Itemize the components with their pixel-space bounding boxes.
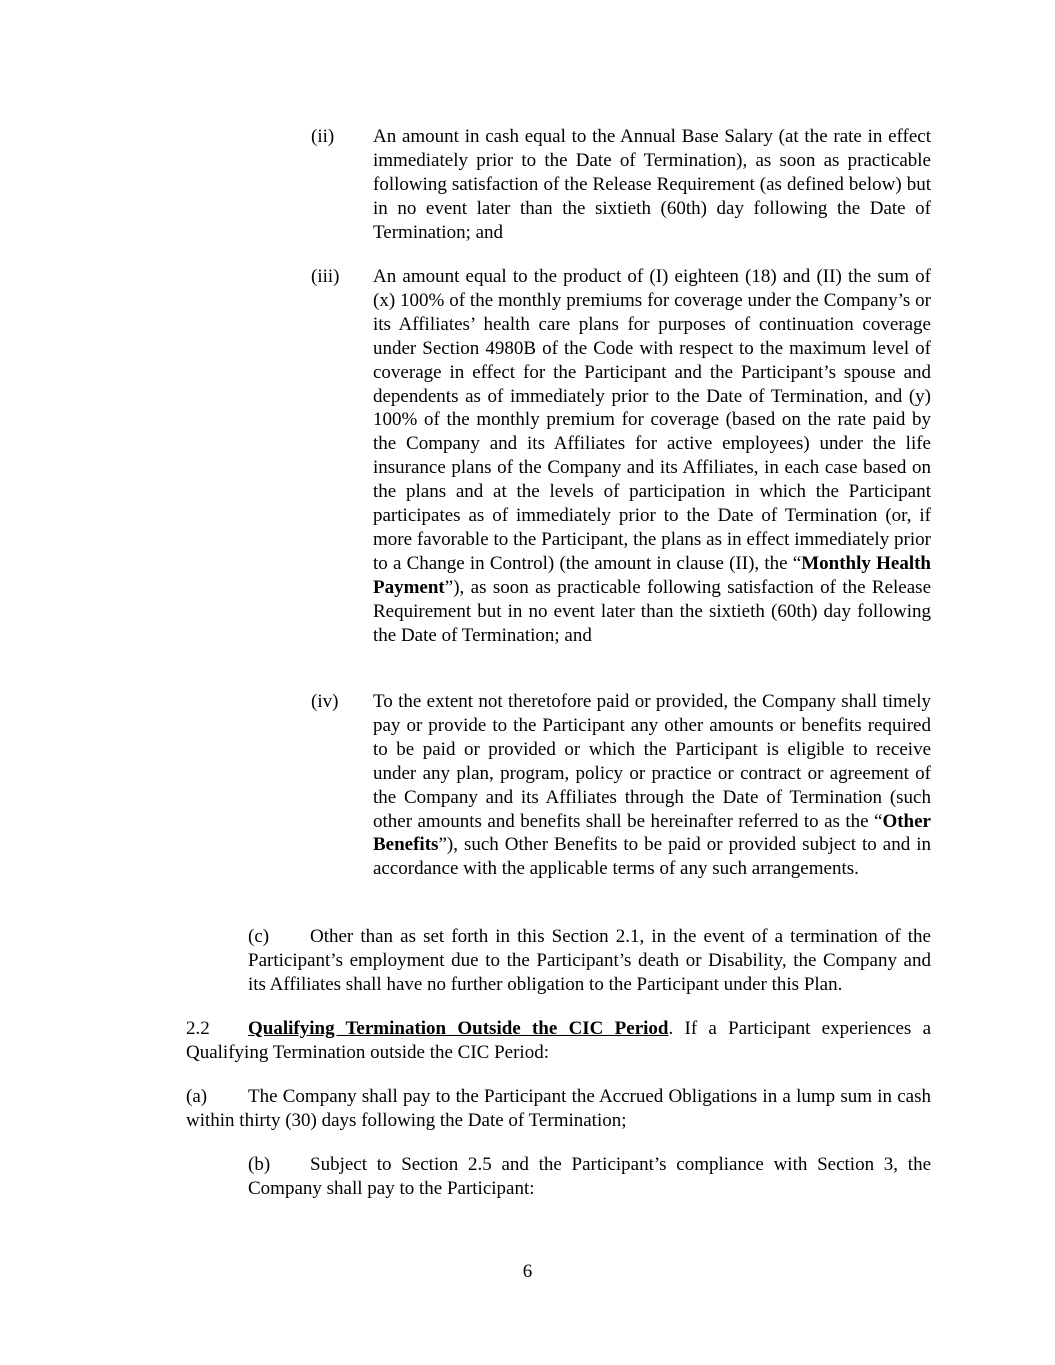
section-text: 2.2 Qualifying Termination Outside the CIC Period. If a Participant experiences a Qualifying Termination outside the CIC Period: — [186, 1018, 932, 1063]
item-text: An amount in cash equal to the Annual Base Salary (at the rate in effect immediately prior to the Date of Termination), as soon as practicable following satisfaction of the Release Requirement (as defined below) but in no event later than the sixtieth (60th) day following the Date of Termination; and — [373, 126, 931, 243]
paragraph-text: (b) Subject to Section 2.5 and the Participant’s compliance with Section 3, the Company shall pay to the Participant: — [248, 1154, 931, 1199]
paragraph-text: (c) Other than as set forth in this Section 2.1, in the event of a termination of the Participant’s employment due to the Participant’s death or Disability, the Company and its Affiliates shall have no further obligation to the Participant under this Plan. — [248, 926, 931, 995]
section-2-2 — [124, 1017, 931, 1065]
list-item-ii — [311, 125, 931, 245]
item-number: (ii) — [311, 126, 335, 147]
item-number: (iii) — [311, 266, 340, 287]
defined-term: Other Benefits — [373, 810, 931, 856]
list-item-iv — [311, 690, 931, 881]
paragraph-b — [124, 1153, 931, 1201]
paragraph-a — [124, 1085, 931, 1133]
paragraph-c — [124, 925, 931, 997]
defined-term: Monthly Health Payment — [373, 552, 932, 598]
paragraph-label: (a) — [186, 1086, 208, 1107]
item-text: An amount equal to the product of (I) eighteen (18) and (II) the sum of (x) 100% of the monthly premiums for coverage under the Company’s or its Affiliates’ health care plans for purposes of continuation coverage under Section 4980B of the Code with respect to the maximum level of coverage in effect for the Participant and the Participant’s spouse and dependents as of immediately prior to the Date of Termination, and (y) 100% of the monthly premium for coverage (based on the rate paid by the Company and its Affiliates for active employees) under the life insurance plans of the Company and its Affiliates, in each case based on the plans and at the levels of participation in which the Participant participates as of immediately prior to the Date of Termination (or, if more favorable to the Participant, the plans as in effect immediately prior to a Change in Control) (the amount in clause (II), the “Monthly Health Payment”), as soon as practicable following satisfaction of the Release Requirement but in no event later than the sixtieth (60th) day following the Date of Termination; and — [373, 266, 932, 646]
paragraph-label: (c) — [248, 926, 270, 947]
item-number: (iv) — [311, 691, 339, 712]
page-number: 6 — [522, 1261, 533, 1282]
paragraph-label: (b) — [248, 1154, 271, 1175]
paragraph-text: (a) The Company shall pay to the Participant the Accrued Obligations in a lump sum in cash within thirty (30) days following the Date of Termination; — [186, 1086, 931, 1131]
list-item-iii — [311, 265, 931, 648]
item-text: To the extent not theretofore paid or provided, the Company shall timely pay or provide to the Participant any other amounts or benefits required to be paid or provided or which the Participant is eligible to receive under any plan, program, policy or practice or contract or agreement of the Company and its Affiliates through the Date of Termination (such other amounts and benefits shall be hereinafter referred to as the “Other Benefits”), such Other Benefits to be paid or provided subject to and in accordance with the applicable terms of any such arrangements. — [373, 691, 931, 880]
section-heading: Qualifying Termination Outside the CIC Period — [248, 1018, 669, 1039]
section-number: 2.2 — [186, 1018, 210, 1039]
